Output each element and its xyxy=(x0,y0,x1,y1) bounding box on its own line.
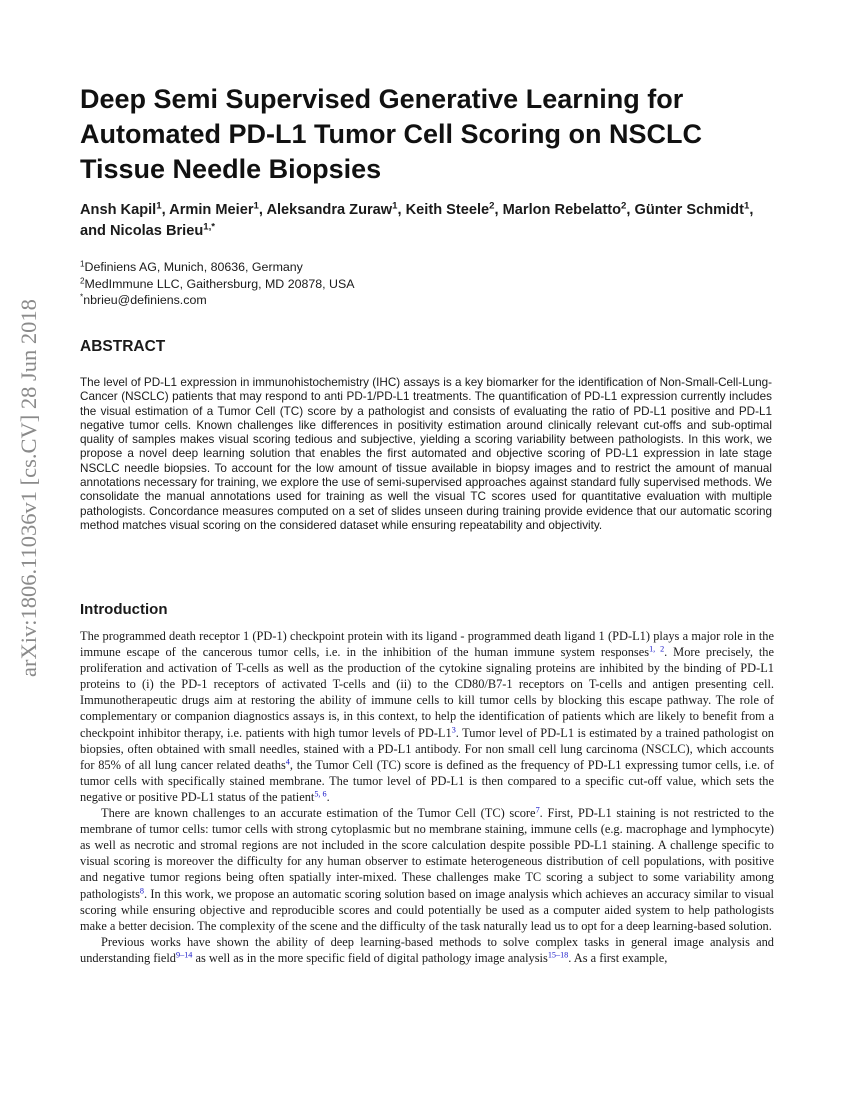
paragraph-text: . Tumor level of PD-L1 is estimated by a trained pathologist on biopsies, often obtained with small needles, stained with a PD-L1 antibody. For non small cell lung carcinoma (NSCLC), which accounts for 85% of all lung cancer related deaths xyxy=(80,725,774,772)
author-name-text: Armin Meier xyxy=(169,202,254,218)
affiliation-mark: 1 xyxy=(80,259,85,269)
affiliation-mark: * xyxy=(80,292,84,302)
author-name-text: Keith Steele xyxy=(405,202,490,218)
affiliation-text: nbrieu@definiens.com xyxy=(83,293,207,307)
paragraph-text: Previous works have shown the ability of deep learning-based methods to solve complex tasks in general image analysis and understanding field xyxy=(80,934,774,965)
author-name-text: Aleksandra Zuraw xyxy=(266,202,393,218)
author-name xyxy=(406,202,495,218)
paragraph-text: . More precisely, the proliferation and activation of T-cells as well as the production of the cytokine signaling proteins are inhibited by the binding of PD-L1 proteins to (i) the PD-1 receptors of activated T-cells and (ii) to the CD80/B7-1 receptors on T-cells and antigen presenting cell. Immunotherapeutic drugs aim at restoring the ability of immune cells to kill tumor cells by blocking this escape pathway. The role of complementary or companion diagnostics assays is, in this context, to help the identification of patients which are likely to benefit from a checkpoint inhibitor therapy, i.e. patients with high tumor levels of PD-L1 xyxy=(80,645,774,740)
paper-title: Deep Semi Supervised Generative Learning for Automated PD-L1 Tumor Cell Scoring on NSCLC Tissue Needle Biopsies xyxy=(80,84,703,184)
abstract-heading: ABSTRACT xyxy=(80,338,166,355)
paragraph-text: . In this work, we propose an automatic scoring solution based on image analysis which achieves an accuracy similar to visual scoring while ensuring objective and reproducible scores and could potentially be used as a computer aided system to help pathologists make a better decision. The complexity of the scene and the difficulty of the task naturally lead us to opt for a deep learning-based solution. xyxy=(80,886,774,933)
introduction-paragraph xyxy=(80,934,774,966)
affiliation-text: Definiens AG, Munich, 80636, Germany xyxy=(84,260,303,274)
affiliation-line xyxy=(80,276,772,293)
author-name xyxy=(80,202,162,218)
author-list: Ansh Kapil$^1$, Armin Meier$^1$, Aleksandra Zuraw$^1$, Keith Steele$^2$, Marlon Rebelatto$^2$, Günter Schmidt$^1$, and Nicolas Brieu$^{1,*}$ xyxy=(80,200,754,239)
author-name xyxy=(110,223,215,239)
author-name-text: Ansh Kapil xyxy=(80,202,157,218)
abstract-text: The level of PD-L1 expression in immunohistochemistry (IHC) assays is a key biomarker for the identification of Non-Small-Cell-Lung-Cancer (NSCLC) patients that may respond to anti PD-1/PD-L1 treatments. The quantification of PD-L1 expression currently includes the visual estimation of a Tumor Cell (TC) score by a pathologist and consists of evaluating the ratio of PD-L1 positive and PD-L1 negative tumor cells. Known challenges like differences in positivity estimation around clinically relevant cut-offs and sub-optimal quality of samples makes visual scoring tedious and subjective, yielding a scoring variability between pathologists. In this work, we propose a novel deep learning solution that enables the first automated and objective scoring of PD-L1 expression in late stage NSCLC needle biopsies. To account for the low amount of tissue available in biopsy images and to restrict the amount of manual annotations necessary for training, we explore the use of semi-supervised approaches against standard fully supervised methods. We consolidate the manual annotations used for training as well the visual TC scores used for quantitative evaluation with multiple pathologists. Concordance measures computed on a set of slides unseen during training provide evidence that our automatic scoring method matches visual scoring on the considered dataset while ensuring repeatability and objectivity. xyxy=(80,376,772,532)
arxiv-identifier: arXiv:1806.11036v1 [cs.CV] 28 Jun 2018 xyxy=(16,299,41,677)
citation-link[interactable]: 9–14 xyxy=(176,950,193,960)
author-affiliation-mark: 2 xyxy=(489,200,495,212)
author-affiliation-mark: 1 xyxy=(743,200,750,212)
author-affiliation-mark: 1 xyxy=(253,200,259,212)
affiliation-mark: 2 xyxy=(80,276,85,285)
citation-link[interactable]: 1, 2 xyxy=(649,644,665,654)
paragraph-text: . As a first example, xyxy=(568,950,668,965)
citation-link[interactable]: 4 xyxy=(285,757,290,767)
author-name xyxy=(266,202,397,218)
paragraph-text: There are known challenges to an accurate estimation of the Tumor Cell (TC) score xyxy=(101,806,536,821)
citation-link[interactable]: 7 xyxy=(535,805,540,815)
affiliation-line xyxy=(80,292,772,309)
paragraph-text: as well as in the more specific field of digital pathology image analysis xyxy=(192,950,548,965)
paragraph-text: . xyxy=(326,789,330,804)
author-affiliation-mark: 1 xyxy=(392,200,398,212)
paragraph-text: . First, PD-L1 staining is not restricted to the membrane of tumor cells: tumor cells with strong cytoplasmic but no membrane staining, immune cells (e.g. macrophage and lymphocyte) as well as necrotic and stromal regions are not included in the score calculation despite possible PD-L1 staining. A challenge specific to visual scoring is moreover the difficulty for any human observer to estimate heterogeneous distribution of cell populations, with positive and negative tumor regions being often spatially inter-mixed. These challenges make TC scoring a subject to some variability among pathologists xyxy=(80,806,774,901)
affiliation-list xyxy=(80,259,772,309)
author-name xyxy=(635,202,750,218)
author-affiliation-mark: 1,* xyxy=(203,221,216,233)
introduction-body xyxy=(80,628,774,966)
author-affiliation-mark: 1 xyxy=(156,200,162,212)
affiliation-line xyxy=(80,259,772,276)
introduction-heading: Introduction xyxy=(80,601,168,618)
author-affiliation-mark: 2 xyxy=(621,200,627,212)
citation-link[interactable]: 15–18 xyxy=(547,950,569,960)
paragraph-text: The programmed death receptor 1 (PD-1) checkpoint protein with its ligand - programmed death ligand 1 (PD-L1) plays a major role in the immune escape of the cancerous tumor cells, i.e. in the inhibition of the human immune system responses xyxy=(80,629,774,660)
citation-link[interactable]: 8 xyxy=(139,886,144,895)
introduction-paragraph xyxy=(80,628,774,805)
author-name xyxy=(503,202,627,218)
author-name-text: Marlon Rebelatto xyxy=(502,202,622,218)
paragraph-text: , the Tumor Cell (TC) score is defined as the frequency of PD-L1 expressing tumor cells, i.e. of tumor cells with specifically stained membrane. The tumor level of PD-L1 is then compared to a specific cut-off value, which sets the negative or positive PD-L1 status of the patient xyxy=(80,757,774,804)
author-name-text: Günter Schmidt xyxy=(634,202,744,218)
introduction-paragraph xyxy=(80,805,774,934)
citation-link[interactable]: 3 xyxy=(451,725,456,735)
citation-link[interactable]: 5, 6 xyxy=(314,789,327,799)
author-name xyxy=(169,202,259,218)
affiliation-text: MedImmune LLC, Gaithersburg, MD 20878, USA xyxy=(84,276,355,291)
author-name-text: Nicolas Brieu xyxy=(110,223,204,239)
